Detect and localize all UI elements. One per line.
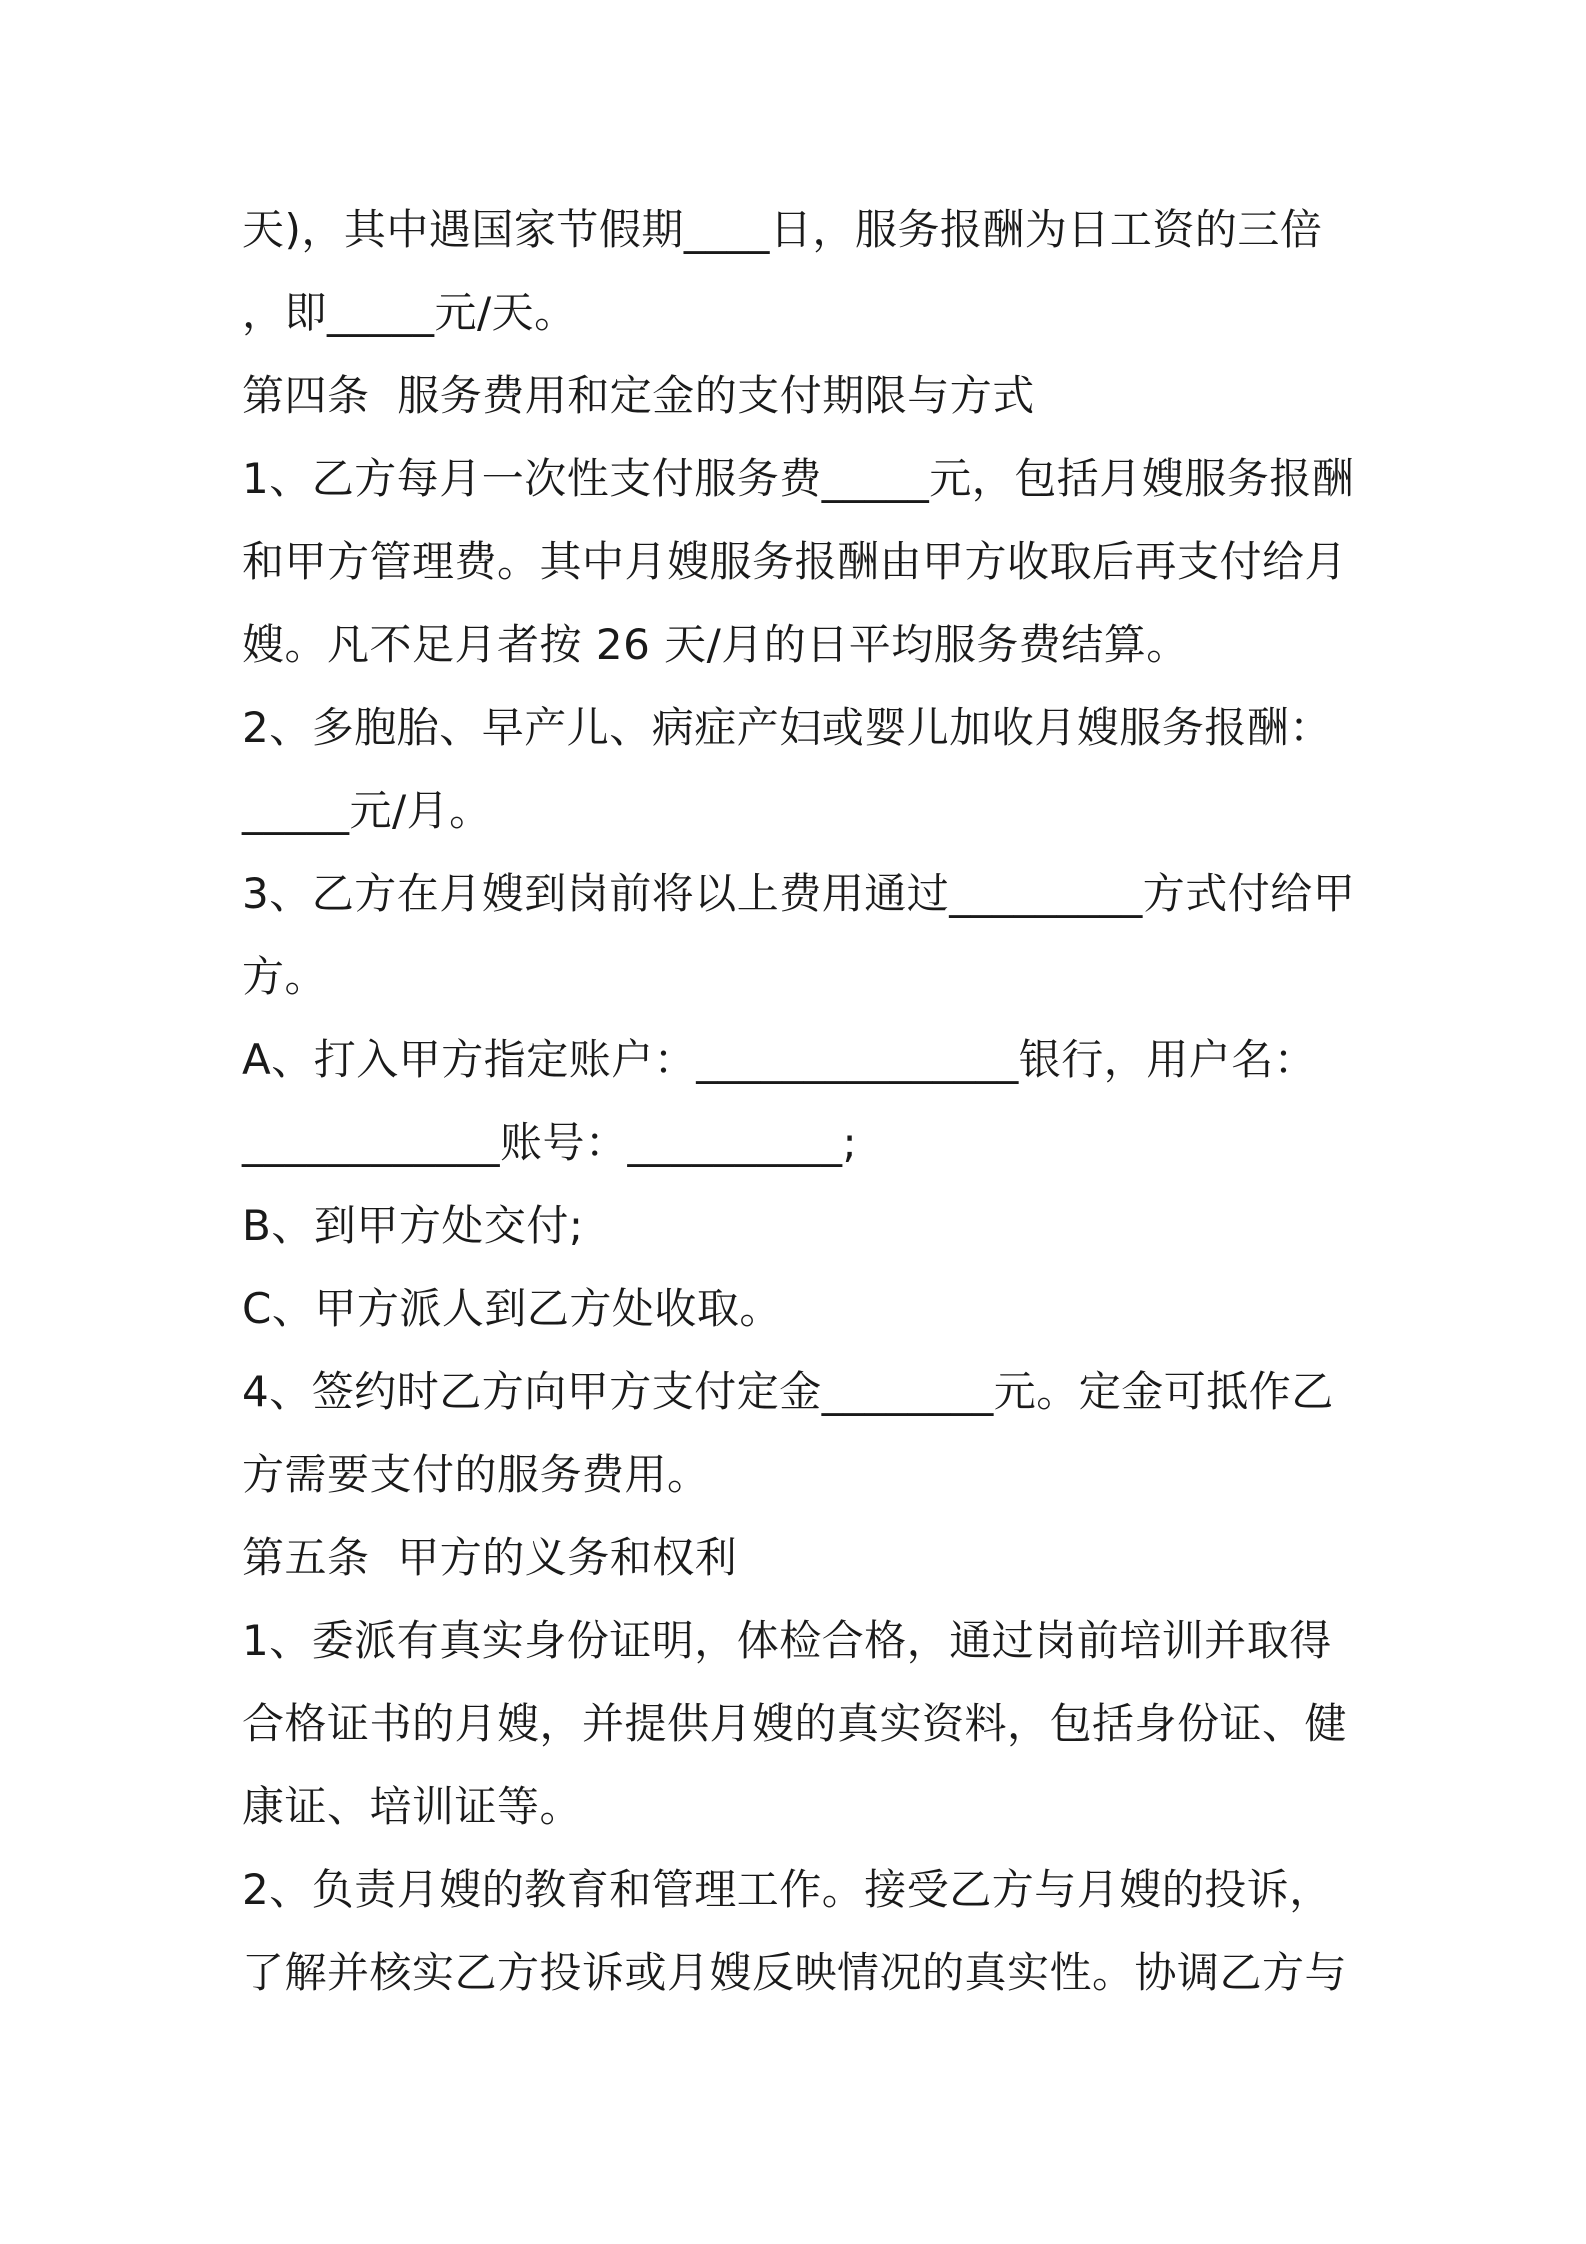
text-line: 方需要支付的服务费用。	[242, 1450, 710, 1499]
text-line: 天)，其中遇国家节假期____日，服务报酬为日工资的三倍	[242, 205, 1323, 254]
text-line: 3、乙方在月嫂到岗前将以上费用通过_________方式付给甲	[242, 869, 1356, 918]
text-line: ，即_____元/天。	[242, 288, 577, 337]
text-line: 2、多胞胎、早产儿、病症产妇或婴儿加收月嫂服务报酬：	[242, 703, 1332, 752]
text-line: B、到甲方处交付;	[242, 1201, 584, 1250]
text-line: C、甲方派人到乙方处收取。	[242, 1284, 782, 1333]
text-line: ____________账号：__________;	[242, 1118, 858, 1167]
text-line: 4、签约时乙方向甲方支付定金________元。定金可抵作乙	[242, 1367, 1334, 1416]
text-line: 康证、培训证等。	[242, 1782, 583, 1831]
text-line: 和甲方管理费。其中月嫂服务报酬由甲方收取后再支付给月	[242, 537, 1348, 586]
section-heading: 第五条 甲方的义务和权利	[242, 1533, 738, 1582]
text-line: 方。	[242, 952, 328, 1001]
text-line: 了解并核实乙方投诉或月嫂反映情况的真实性。协调乙方与	[242, 1948, 1348, 1997]
text-line: A、打入甲方指定账户：_______________银行，用户名：	[242, 1035, 1317, 1084]
text-line: _____元/月。	[242, 786, 492, 835]
text-line: 1、委派有真实身份证明，体检合格，通过岗前培训并取得	[242, 1616, 1332, 1665]
section-heading: 第四条 服务费用和定金的支付期限与方式	[242, 371, 1035, 420]
text-line: 合格证书的月嫂，并提供月嫂的真实资料，包括身份证、健	[242, 1699, 1348, 1748]
text-line: 1、乙方每月一次性支付服务费_____元，包括月嫂服务报酬	[242, 454, 1355, 503]
text-line: 嫂。凡不足月者按 26 天/月的日平均服务费结算。	[242, 620, 1189, 669]
text-line: 2、负责月嫂的教育和管理工作。接受乙方与月嫂的投诉，	[242, 1865, 1332, 1914]
